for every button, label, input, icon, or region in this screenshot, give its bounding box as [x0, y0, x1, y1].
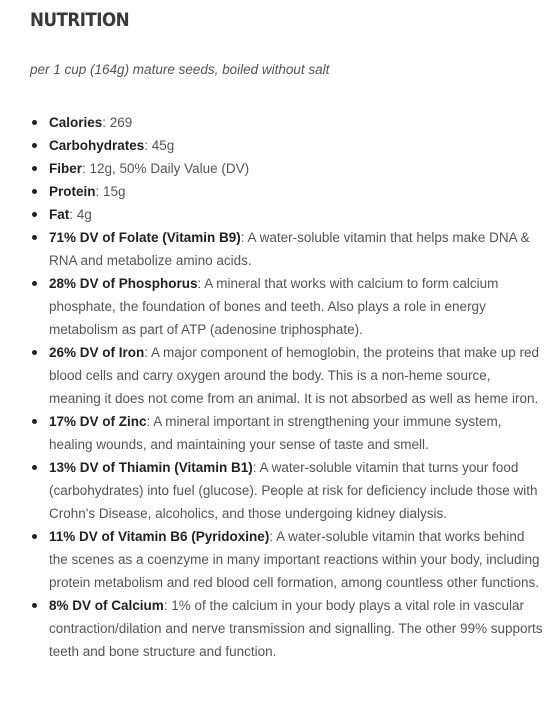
list-item — [30, 456, 545, 525]
list-item — [30, 272, 545, 341]
fact-text: : 15g — [95, 184, 126, 199]
list-item — [30, 111, 545, 134]
section-heading: NUTRITION — [30, 9, 130, 31]
list-item — [30, 594, 545, 663]
bullet-icon — [32, 120, 37, 125]
fact-text: : 45g — [144, 138, 175, 153]
serving-size-note: per 1 cup (164g) mature seeds, boiled without salt — [30, 62, 330, 77]
list-item — [30, 134, 545, 157]
fact-term: Fiber — [49, 161, 83, 176]
bullet-icon — [32, 143, 37, 148]
list-item — [30, 157, 545, 180]
fact-term: 11% DV of Vitamin B6 (Pyridoxine) — [49, 529, 270, 544]
fact-text: : A mineral important in strengthening your immune system, healing wounds, and maintaining your sense of taste and smell. — [49, 414, 502, 452]
list-item — [30, 341, 545, 410]
bullet-icon — [32, 465, 37, 470]
nutrition-section — [30, 0, 545, 663]
fact-term: 26% DV of Iron — [49, 345, 145, 360]
fact-text: : A major component of hemoglobin, the proteins that make up red blood cells and carry oxygen around the body. This is a non-heme source, meaning it does not come from an animal. It is not absorbed as well as heme iron. — [49, 345, 540, 406]
fact-term: Calories — [49, 115, 103, 130]
fact-text: : 1% of the calcium in your body plays a vital role in vascular contraction/dilation and nerve transmission and signalling. The other 99% supports teeth and bone structure and function. — [49, 598, 543, 659]
list-item — [30, 525, 545, 594]
bullet-icon — [32, 603, 37, 608]
bullet-icon — [32, 419, 37, 424]
fact-text: : 269 — [102, 115, 133, 130]
fact-term: 8% DV of Calcium — [49, 598, 164, 613]
fact-text: : A water-soluble vitamin that works behind the scenes as a coenzyme in many important reactions within your body, including protein metabolism and red blood cell formation, among countless other functions. — [49, 529, 540, 590]
list-item — [30, 180, 545, 203]
nutrition-facts-list — [30, 111, 545, 663]
list-item — [30, 226, 545, 272]
list-item — [30, 410, 545, 456]
fact-term: Carbohydrates — [49, 138, 145, 153]
fact-term: 13% DV of Thiamin (Vitamin B1) — [49, 460, 253, 475]
list-item — [30, 203, 545, 226]
fact-text: : A mineral that works with calcium to form calcium phosphate, the foundation of bones and teeth. Also plays a role in energy metabolism as part of ATP (adenosine triphosphate). — [49, 276, 499, 337]
bullet-icon — [32, 534, 37, 539]
fact-text: : 4g — [69, 207, 92, 222]
bullet-icon — [32, 281, 37, 286]
fact-text: : 12g, 50% Daily Value (DV) — [82, 161, 250, 176]
bullet-icon — [32, 189, 37, 194]
fact-term: 17% DV of Zinc — [49, 414, 147, 429]
fact-term: Fat — [49, 207, 70, 222]
fact-term: 71% DV of Folate (Vitamin B9) — [49, 230, 241, 245]
bullet-icon — [32, 235, 37, 240]
bullet-icon — [32, 350, 37, 355]
bullet-icon — [32, 212, 37, 217]
fact-term: Protein — [49, 184, 96, 199]
fact-term: 28% DV of Phosphorus — [49, 276, 198, 291]
fact-text: : A water-soluble vitamin that helps make DNA & RNA and metabolize amino acids. — [49, 230, 530, 268]
fact-text: : A water-soluble vitamin that turns your food (carbohydrates) into fuel (glucose). People at risk for deficiency include those with Crohn's Disease, alcoholics, and those undergoing kidney dialysis. — [49, 460, 538, 521]
bullet-icon — [32, 166, 37, 171]
